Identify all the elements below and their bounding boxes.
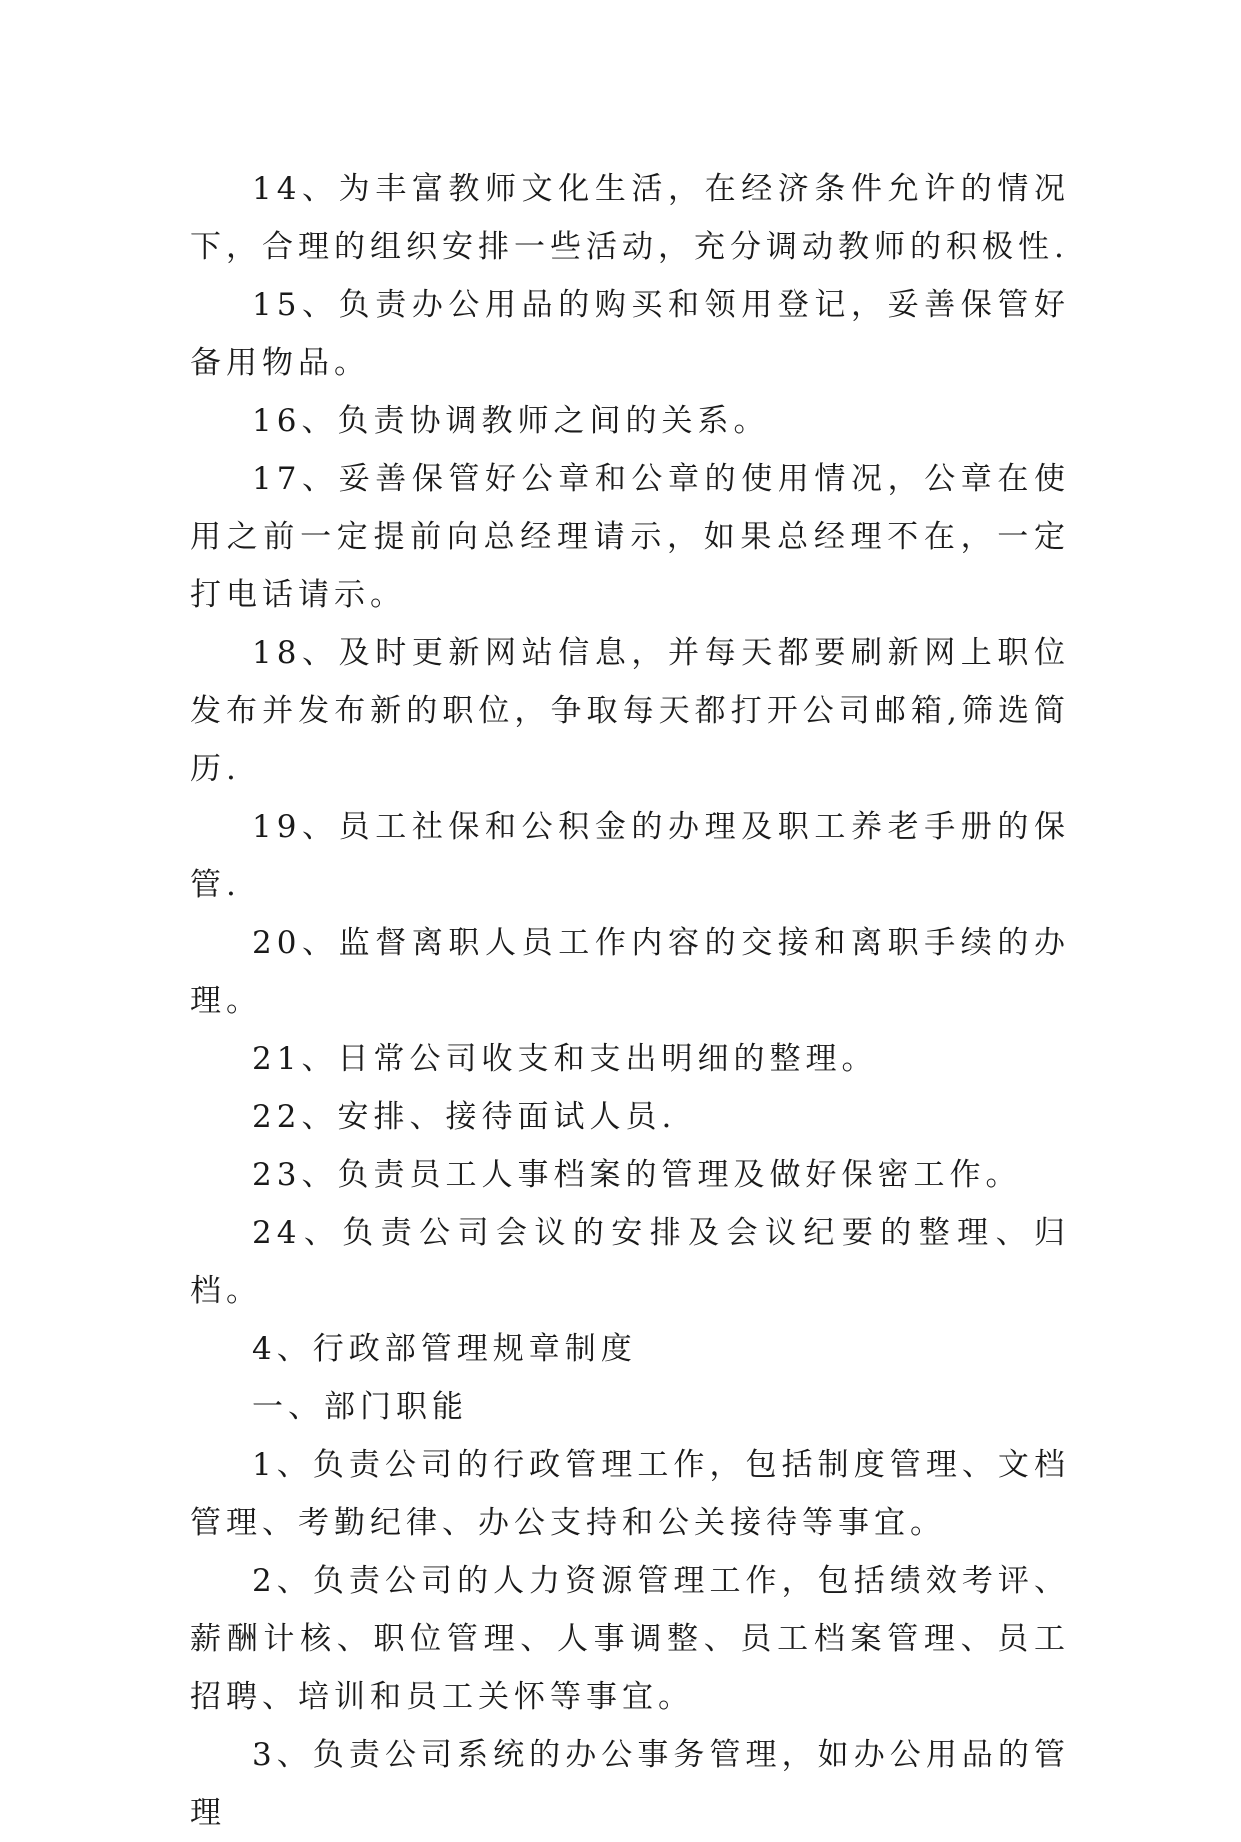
paragraph-item-22: 22、安排、接待面试人员. [252, 1099, 677, 1135]
paragraph-item-16: 16、负责协调教师之间的关系。 [252, 403, 770, 439]
paragraph-item-15: 15、负责办公用品的购买和领用登记，妥善保管好备用物品。 [190, 287, 1070, 381]
function-item-3: 3、负责公司系统的办公事务管理，如办公用品的管理 [190, 1737, 1070, 1831]
paragraph-item-20: 20、监督离职人员工作内容的交接和离职手续的办理。 [190, 925, 1070, 1019]
function-item-1: 1、负责公司的行政管理工作，包括制度管理、文档管理、考勤纪律、办公支持和公关接待等事宜。 [190, 1447, 1070, 1541]
subsection-heading: 一、部门职能 [252, 1389, 468, 1425]
paragraph-item-17: 17、妥善保管好公章和公章的使用情况，公章在使用之前一定提前向总经理请示，如果总经理不在，一定打电话请示。 [190, 461, 1070, 613]
paragraph-item-18: 18、及时更新网站信息，并每天都要刷新网上职位发布并发布新的职位，争取每天都打开公司邮箱,筛选简历. [190, 635, 1070, 787]
paragraph-item-19: 19、员工社保和公积金的办理及职工养老手册的保管. [190, 809, 1070, 903]
paragraph-item-23: 23、负责员工人事档案的管理及做好保密工作。 [252, 1157, 1022, 1193]
paragraph-item-21: 21、日常公司收支和支出明细的整理。 [252, 1041, 878, 1077]
function-item-2: 2、负责公司的人力资源管理工作，包括绩效考评、薪酬计核、职位管理、人事调整、员工档案管理、员工招聘、培训和员工关怀等事宜。 [190, 1563, 1070, 1715]
section-heading: 4、行政部管理规章制度 [252, 1331, 637, 1367]
paragraph-item-14: 14、为丰富教师文化生活，在经济条件允许的情况下，合理的组织安排一些活动，充分调动教师的积极性. [190, 171, 1070, 265]
paragraph-item-24: 24、负责公司会议的安排及会议纪要的整理、归档。 [190, 1215, 1070, 1309]
document-body [190, 160, 1070, 1842]
